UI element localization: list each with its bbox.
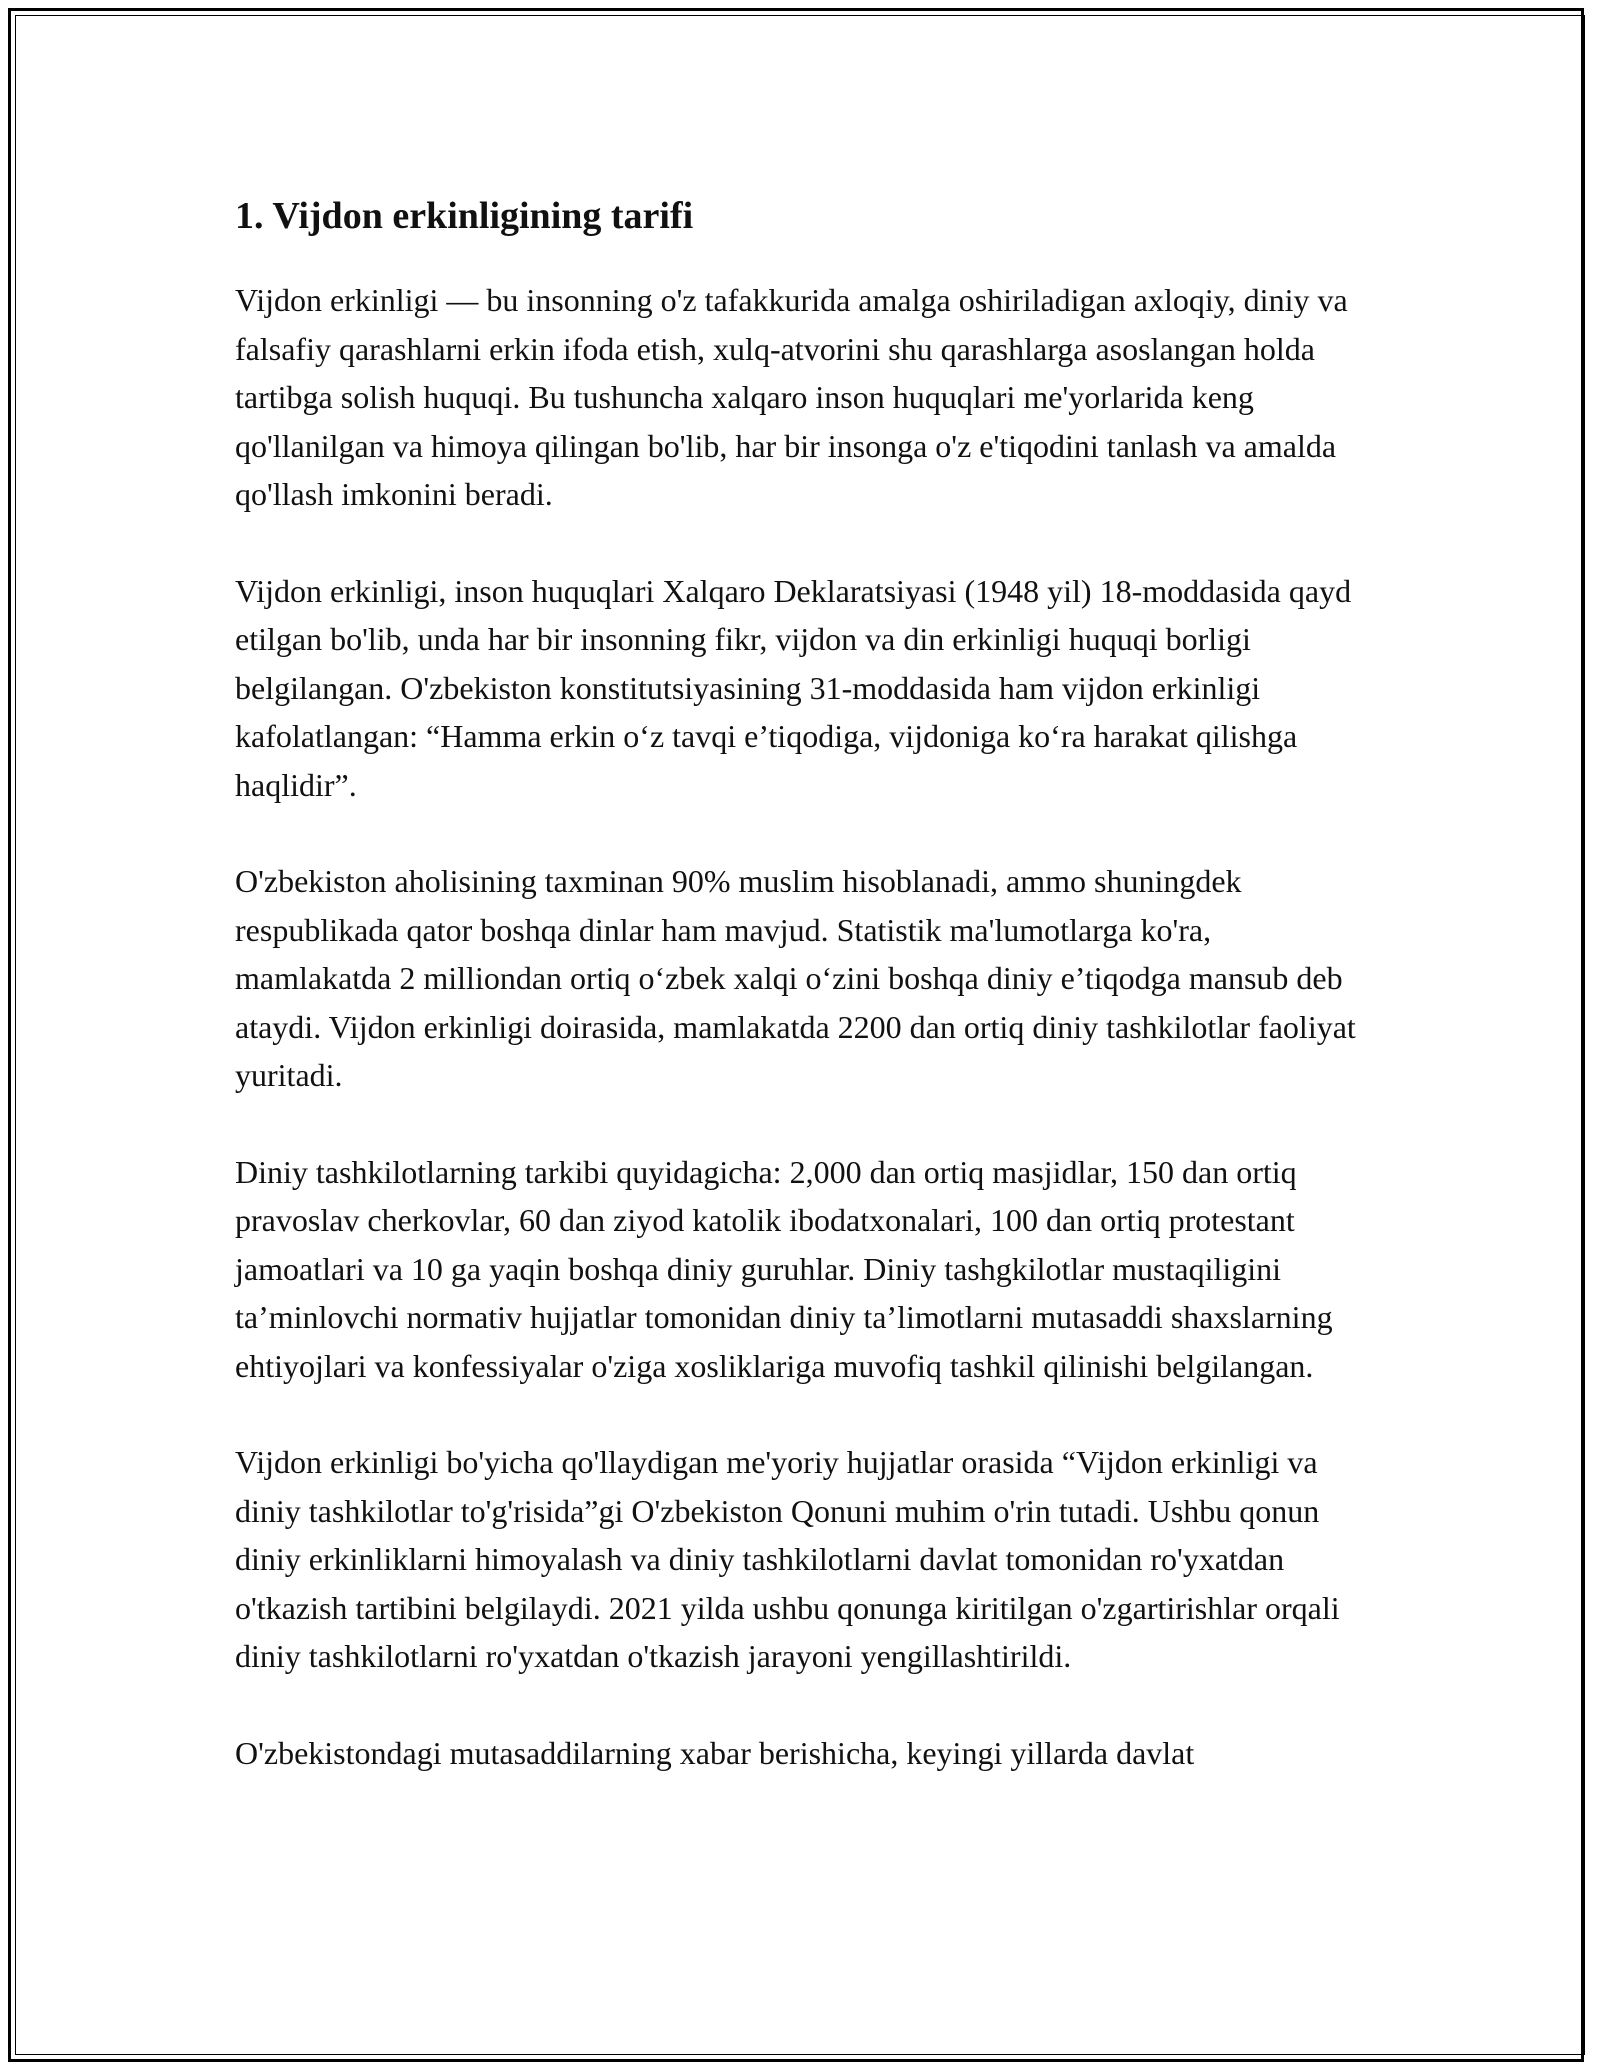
paragraph-organizations: Diniy tashkilotlarning tarkibi quyidagicha: 2,000 dan ortiq masjidlar, 150 dan ortiq pravoslav cherkovlar, 60 dan ziyod katolik ibodatxonalari, 100 dan ortiq protestant jamoatlari va 10 ga yaqin boshqa diniy guruhlar. Diniy tashgkilotlar mustaqiligini ta’minlovchi normativ hujjatlar tomonidan diniy ta’limotlarni mutasaddi shaxslarning ehtiyojlari va konfessiyalar o'ziga xosliklariga muvofiq tashkil qilinishi belgilangan. — [235, 1153, 1333, 1384]
paragraph-definition: Vijdon erkinligi — bu insonning o'z tafakkurida amalga oshiriladigan axloqiy, diniy va falsafiy qarashlarni erkin ifoda etish, xulq-atvorini shu qarashlarga asoslangan holda tartibga solish huquqi. Bu tushuncha xalqaro inson huquqlari me'yorlarida keng qo'llanilgan va himoya qilingan bo'lib, har bir insonga o'z e'tiqodini tanlash va amalda qo'llash imkonini beradi. — [235, 282, 1348, 512]
section-heading: 1. Vijdon erkinligining tarifi — [235, 195, 694, 237]
paragraph-officials: O'zbekistondagi mutasaddilarning xabar berishicha, keyingi yillarda davlat — [235, 1734, 1195, 1771]
paragraph-population: O'zbekiston aholisining taxminan 90% muslim hisoblanadi, ammo shuningdek respublikada qator boshqa dinlar ham mavjud. Statistik ma'lumotlarga ko'ra, mamlakatda 2 milliondan ortiq o‘zbek xalqi o‘zini boshqa diniy e’tiqodga mansub deb ataydi. Vijdon erkinligi doirasida, mamlakatda 2200 dan ortiq diniy tashkilotlar faoliyat yuritadi. — [235, 863, 1356, 1093]
paragraph-law: Vijdon erkinligi bo'yicha qo'llaydigan me'yoriy hujjatlar orasida “Vijdon erkinligi va diniy tashkilotlar to'g'risida”gi O'zbekiston Qonuni muhim o'rin tutadi. Ushbu qonun diniy erkinliklarni himoyalash va diniy tashkilotlarni davlat tomonidan ro'yxatdan o'tkazish tartibini belgilaydi. 2021 yilda ushbu qonunga kiritilgan o'zgartirishlar orqali diniy tashkilotlarni ro'yxatdan o'tkazish jarayoni yengillashtirildi. — [235, 1444, 1340, 1674]
document-body — [235, 188, 1365, 1825]
paragraph-declaration: Vijdon erkinligi, inson huquqlari Xalqaro Deklaratsiyasi (1948 yil) 18-moddasida qayd etilgan bo'lib, unda har bir insonning fikr, vijdon va din erkinligi huquqi borligi belgilangan. O'zbekiston konstitutsiyasining 31-moddasida ham vijdon erkinligi kafolatlangan: “Hamma erkin o‘z tavqi e’tiqodiga, vijdoniga ko‘ra harakat qilishga haqlidir”. — [235, 572, 1352, 803]
